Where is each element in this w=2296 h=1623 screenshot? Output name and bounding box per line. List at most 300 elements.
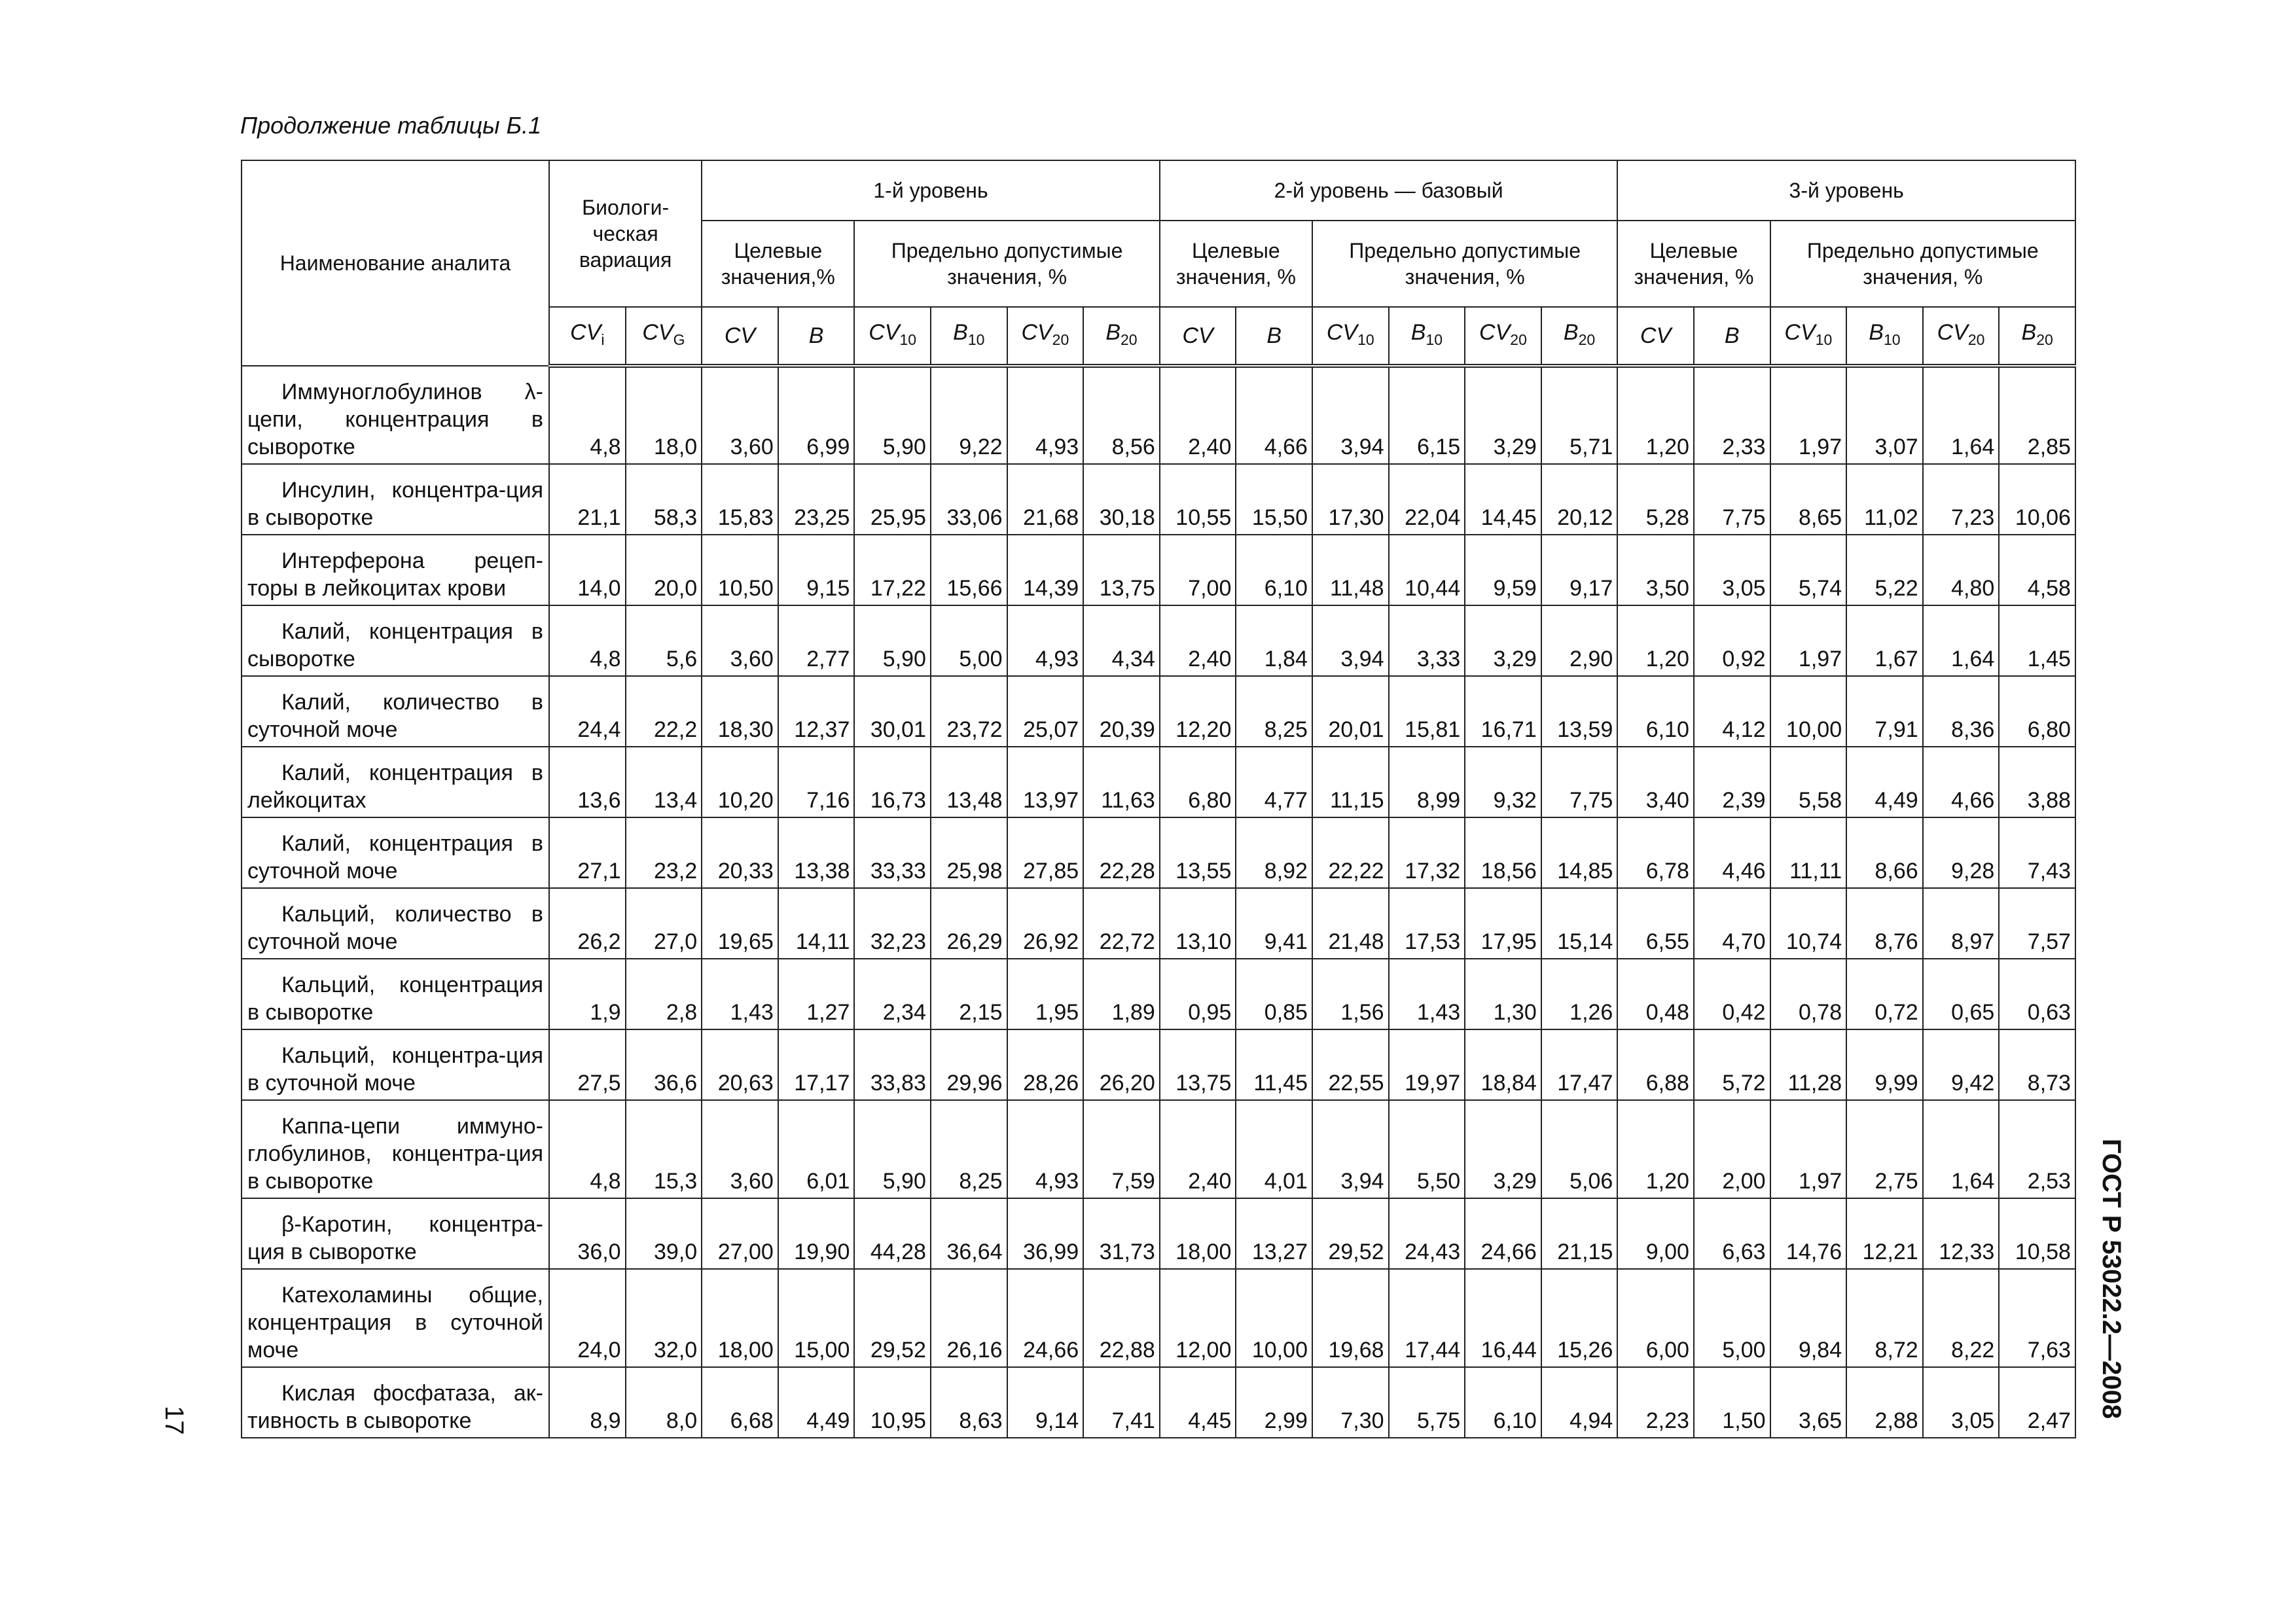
- value-cell: 2,47: [1999, 1367, 2075, 1438]
- table-row: [242, 1269, 2075, 1367]
- value-cell: 9,99: [1846, 1029, 1923, 1100]
- symbol-text: CV: [1479, 319, 1511, 345]
- value-cell: 26,29: [931, 888, 1007, 959]
- symbol-text: CV: [570, 319, 601, 345]
- value-cell: 4,66: [1236, 366, 1312, 464]
- symbol-subscript: 20: [1121, 330, 1138, 348]
- symbol-text: CV: [642, 319, 673, 345]
- value-cell: 11,48: [1312, 535, 1389, 605]
- value-cell: 11,45: [1236, 1029, 1312, 1100]
- symbol-subscript: 20: [1578, 330, 1596, 348]
- value-cell: 19,68: [1312, 1269, 1389, 1367]
- value-cell: 24,43: [1389, 1198, 1465, 1269]
- value-cell: 2,40: [1160, 605, 1236, 676]
- value-cell: 13,75: [1083, 535, 1160, 605]
- value-cell: 15,81: [1389, 676, 1465, 747]
- value-cell: 5,22: [1846, 535, 1923, 605]
- value-cell: 12,37: [778, 676, 855, 747]
- value-cell: 15,50: [1236, 464, 1312, 535]
- value-cell: 5,75: [1389, 1367, 1465, 1438]
- value-cell: 5,58: [1770, 747, 1847, 817]
- value-cell: 12,20: [1160, 676, 1236, 747]
- symbol-subscript: 10: [967, 330, 985, 348]
- header-cv10-level-3: [1770, 307, 1847, 366]
- value-cell: 39,0: [626, 1198, 702, 1269]
- value-cell: 5,90: [854, 605, 931, 676]
- value-cell: 13,6: [549, 747, 626, 817]
- header-b20-level-1: [1083, 307, 1160, 366]
- value-cell: 30,18: [1083, 464, 1160, 535]
- value-cell: 3,29: [1465, 366, 1541, 464]
- value-cell: 1,56: [1312, 959, 1389, 1029]
- value-cell: 22,28: [1083, 817, 1160, 888]
- header-max-allowable-1: Предельно допустимые значения, %: [854, 221, 1159, 307]
- analyte-name: Кальций, концентрация в сыворотке: [242, 959, 549, 1029]
- value-cell: 12,00: [1160, 1269, 1236, 1367]
- table-row: [242, 366, 2075, 464]
- value-cell: 11,11: [1770, 817, 1847, 888]
- value-cell: 5,74: [1770, 535, 1847, 605]
- value-cell: 8,73: [1999, 1029, 2075, 1100]
- symbol-text: CV: [724, 323, 756, 348]
- value-cell: 5,00: [931, 605, 1007, 676]
- value-cell: 6,68: [702, 1367, 778, 1438]
- value-cell: 10,74: [1770, 888, 1847, 959]
- value-cell: 1,43: [702, 959, 778, 1029]
- symbol-text: B: [1105, 319, 1121, 345]
- header-max-allowable-3: Предельно допустимые значения, %: [1770, 221, 2075, 307]
- value-cell: 30,01: [854, 676, 931, 747]
- value-cell: 10,20: [702, 747, 778, 817]
- header-cv-level-2: [1160, 307, 1236, 366]
- value-cell: 1,64: [1923, 605, 2000, 676]
- value-cell: 13,38: [778, 817, 855, 888]
- value-cell: 23,72: [931, 676, 1007, 747]
- value-cell: 13,59: [1541, 676, 1618, 747]
- table-row: [242, 464, 2075, 535]
- value-cell: 4,49: [778, 1367, 855, 1438]
- value-cell: 6,78: [1617, 817, 1694, 888]
- value-cell: 1,84: [1236, 605, 1312, 676]
- symbol-text: B: [2021, 319, 2037, 345]
- value-cell: 1,50: [1694, 1367, 1770, 1438]
- value-cell: 22,2: [626, 676, 702, 747]
- symbol-text: CV: [1937, 319, 1968, 345]
- value-cell: 15,14: [1541, 888, 1618, 959]
- value-cell: 15,3: [626, 1100, 702, 1198]
- header-target-values-3: Целевые значения, %: [1617, 221, 1770, 307]
- symbol-text: B: [1869, 319, 1884, 345]
- value-cell: 15,66: [931, 535, 1007, 605]
- value-cell: 13,75: [1160, 1029, 1236, 1100]
- value-cell: 18,56: [1465, 817, 1541, 888]
- value-cell: 21,48: [1312, 888, 1389, 959]
- value-cell: 9,14: [1007, 1367, 1084, 1438]
- value-cell: 4,94: [1541, 1367, 1618, 1438]
- analyte-name: Кальций, концентра-ция в суточной моче: [242, 1029, 549, 1100]
- value-cell: 8,63: [931, 1367, 1007, 1438]
- value-cell: 3,60: [702, 1100, 778, 1198]
- value-cell: 1,30: [1465, 959, 1541, 1029]
- table-row: [242, 817, 2075, 888]
- value-cell: 17,95: [1465, 888, 1541, 959]
- analyte-name: Калий, концентрация в лейкоцитах: [242, 747, 549, 817]
- value-cell: 29,52: [1312, 1198, 1389, 1269]
- table-row: [242, 1198, 2075, 1269]
- header-max-allowable-2: Предельно допустимые значения, %: [1312, 221, 1617, 307]
- value-cell: 2,40: [1160, 366, 1236, 464]
- value-cell: 1,45: [1999, 605, 2075, 676]
- value-cell: 7,91: [1846, 676, 1923, 747]
- value-cell: 3,94: [1312, 366, 1389, 464]
- value-cell: 5,50: [1389, 1100, 1465, 1198]
- table-row: [242, 605, 2075, 676]
- symbol-subscript: G: [673, 330, 685, 348]
- value-cell: 4,93: [1007, 366, 1084, 464]
- document-code: ГОСТ Р 53022.2—2008: [2097, 1139, 2126, 1419]
- value-cell: 8,99: [1389, 747, 1465, 817]
- value-cell: 20,39: [1083, 676, 1160, 747]
- value-cell: 9,42: [1923, 1029, 2000, 1100]
- value-cell: 4,93: [1007, 1100, 1084, 1198]
- value-cell: 5,28: [1617, 464, 1694, 535]
- value-cell: 8,92: [1236, 817, 1312, 888]
- symbol-subscript: 10: [1883, 330, 1901, 348]
- value-cell: 8,56: [1083, 366, 1160, 464]
- value-cell: 7,75: [1694, 464, 1770, 535]
- value-cell: 4,93: [1007, 605, 1084, 676]
- value-cell: 1,67: [1846, 605, 1923, 676]
- value-cell: 3,65: [1770, 1367, 1847, 1438]
- value-cell: 27,5: [549, 1029, 626, 1100]
- value-cell: 3,94: [1312, 1100, 1389, 1198]
- symbol-text: B: [1563, 319, 1579, 345]
- value-cell: 20,01: [1312, 676, 1389, 747]
- value-cell: 2,8: [626, 959, 702, 1029]
- value-cell: 9,00: [1617, 1198, 1694, 1269]
- value-cell: 14,0: [549, 535, 626, 605]
- value-cell: 9,15: [778, 535, 855, 605]
- value-cell: 21,68: [1007, 464, 1084, 535]
- value-cell: 1,26: [1541, 959, 1618, 1029]
- value-cell: 3,94: [1312, 605, 1389, 676]
- value-cell: 29,52: [854, 1269, 931, 1367]
- value-cell: 15,26: [1541, 1269, 1618, 1367]
- analyte-name: β-Каротин, концентра-ция в сыворотке: [242, 1198, 549, 1269]
- header-cv10-level-2: [1312, 307, 1389, 366]
- value-cell: 8,76: [1846, 888, 1923, 959]
- value-cell: 27,85: [1007, 817, 1084, 888]
- value-cell: 44,28: [854, 1198, 931, 1269]
- value-cell: 2,88: [1846, 1367, 1923, 1438]
- table-row: [242, 1367, 2075, 1438]
- value-cell: 22,04: [1389, 464, 1465, 535]
- value-cell: 8,36: [1923, 676, 2000, 747]
- value-cell: 25,07: [1007, 676, 1084, 747]
- value-cell: 36,99: [1007, 1198, 1084, 1269]
- value-cell: 13,27: [1236, 1198, 1312, 1269]
- value-cell: 10,55: [1160, 464, 1236, 535]
- header-cv20-level-1: [1007, 307, 1084, 366]
- value-cell: 2,23: [1617, 1367, 1694, 1438]
- value-cell: 8,66: [1846, 817, 1923, 888]
- value-cell: 18,00: [702, 1269, 778, 1367]
- value-cell: 4,66: [1923, 747, 2000, 817]
- symbol-text: CV: [1021, 319, 1052, 345]
- value-cell: 0,48: [1617, 959, 1694, 1029]
- value-cell: 17,53: [1389, 888, 1465, 959]
- header-target-values-1: Целевые значения,%: [702, 221, 854, 307]
- value-cell: 20,63: [702, 1029, 778, 1100]
- value-cell: 5,6: [626, 605, 702, 676]
- value-cell: 6,01: [778, 1100, 855, 1198]
- header-cv10-level-1: [854, 307, 931, 366]
- value-cell: 36,64: [931, 1198, 1007, 1269]
- value-cell: 8,72: [1846, 1269, 1923, 1367]
- table-row: [242, 535, 2075, 605]
- value-cell: 2,40: [1160, 1100, 1236, 1198]
- value-cell: 22,22: [1312, 817, 1389, 888]
- value-cell: 5,00: [1694, 1269, 1770, 1367]
- symbol-subscript: 20: [2036, 330, 2053, 348]
- symbol-subscript: i: [601, 330, 605, 348]
- symbol-text: CV: [869, 319, 900, 345]
- value-cell: 22,55: [1312, 1029, 1389, 1100]
- value-cell: 13,10: [1160, 888, 1236, 959]
- header-b20-level-2: [1541, 307, 1618, 366]
- value-cell: 13,97: [1007, 747, 1084, 817]
- value-cell: 2,99: [1236, 1367, 1312, 1438]
- value-cell: 6,88: [1617, 1029, 1694, 1100]
- value-cell: 5,06: [1541, 1100, 1618, 1198]
- value-cell: 19,90: [778, 1198, 855, 1269]
- value-cell: 4,8: [549, 366, 626, 464]
- analyte-name: Калий, концентрация в суточной моче: [242, 817, 549, 888]
- value-cell: 1,20: [1617, 366, 1694, 464]
- value-cell: 26,20: [1083, 1029, 1160, 1100]
- header-cv20-level-3: [1923, 307, 2000, 366]
- value-cell: 10,00: [1770, 676, 1847, 747]
- analyte-name: Калий, количество в суточной моче: [242, 676, 549, 747]
- value-cell: 4,34: [1083, 605, 1160, 676]
- symbol-text: CV: [1784, 319, 1816, 345]
- value-cell: 25,98: [931, 817, 1007, 888]
- value-cell: 6,99: [778, 366, 855, 464]
- value-cell: 3,05: [1694, 535, 1770, 605]
- value-cell: 18,00: [1160, 1198, 1236, 1269]
- value-cell: 2,15: [931, 959, 1007, 1029]
- reference-values-table: [241, 160, 2076, 1438]
- value-cell: 4,45: [1160, 1367, 1236, 1438]
- value-cell: 25,95: [854, 464, 931, 535]
- value-cell: 10,58: [1999, 1198, 2075, 1269]
- value-cell: 10,06: [1999, 464, 2075, 535]
- value-cell: 2,34: [854, 959, 931, 1029]
- value-cell: 7,75: [1541, 747, 1618, 817]
- header-b20-level-3: [1999, 307, 2075, 366]
- value-cell: 13,4: [626, 747, 702, 817]
- value-cell: 7,23: [1923, 464, 2000, 535]
- value-cell: 7,30: [1312, 1367, 1389, 1438]
- header-cv-level-1: [702, 307, 778, 366]
- value-cell: 6,80: [1160, 747, 1236, 817]
- value-cell: 8,65: [1770, 464, 1847, 535]
- header-analyte-name: Наименование аналита: [242, 160, 549, 366]
- value-cell: 58,3: [626, 464, 702, 535]
- symbol-subscript: 10: [1426, 330, 1443, 348]
- symbol-text: CV: [1182, 323, 1213, 348]
- value-cell: 2,90: [1541, 605, 1618, 676]
- table-row: [242, 676, 2075, 747]
- value-cell: 7,43: [1999, 817, 2075, 888]
- value-cell: 17,22: [854, 535, 931, 605]
- value-cell: 17,32: [1389, 817, 1465, 888]
- value-cell: 0,85: [1236, 959, 1312, 1029]
- value-cell: 6,55: [1617, 888, 1694, 959]
- value-cell: 4,12: [1694, 676, 1770, 747]
- table-header: [242, 160, 2075, 366]
- value-cell: 3,50: [1617, 535, 1694, 605]
- value-cell: 3,05: [1923, 1367, 2000, 1438]
- value-cell: 7,00: [1160, 535, 1236, 605]
- value-cell: 7,63: [1999, 1269, 2075, 1367]
- symbol-subscript: 10: [899, 330, 917, 348]
- value-cell: 16,44: [1465, 1269, 1541, 1367]
- symbol-text: CV: [1326, 319, 1358, 345]
- value-cell: 32,0: [626, 1269, 702, 1367]
- value-cell: 14,11: [778, 888, 855, 959]
- header-level-3: 3-й уровень: [1617, 160, 2075, 221]
- header-b-level-3: [1694, 307, 1770, 366]
- header-level-2: 2-й уровень — базовый: [1160, 160, 1618, 221]
- value-cell: 1,20: [1617, 1100, 1694, 1198]
- value-cell: 7,16: [778, 747, 855, 817]
- value-cell: 26,16: [931, 1269, 1007, 1367]
- value-cell: 6,63: [1694, 1198, 1770, 1269]
- header-target-values-2: Целевые значения, %: [1160, 221, 1312, 307]
- value-cell: 12,21: [1846, 1198, 1923, 1269]
- symbol-text: B: [1410, 319, 1426, 345]
- value-cell: 5,90: [854, 1100, 931, 1198]
- table-body: [242, 366, 2075, 1438]
- value-cell: 6,10: [1465, 1367, 1541, 1438]
- value-cell: 7,41: [1083, 1367, 1160, 1438]
- table-row: [242, 1100, 2075, 1198]
- analyte-name: Катехоламины общие, концентрация в суточной моче: [242, 1269, 549, 1367]
- value-cell: 5,90: [854, 366, 931, 464]
- value-cell: 10,50: [702, 535, 778, 605]
- symbol-subscript: 20: [1052, 330, 1069, 348]
- header-b10-level-2: [1389, 307, 1465, 366]
- value-cell: 13,55: [1160, 817, 1236, 888]
- symbol-subscript: 10: [1357, 330, 1374, 348]
- value-cell: 12,33: [1923, 1198, 2000, 1269]
- value-cell: 9,41: [1236, 888, 1312, 959]
- symbol-text: B: [1266, 323, 1282, 348]
- analyte-name: Инсулин, концентра-ция в сыворотке: [242, 464, 549, 535]
- value-cell: 21,1: [549, 464, 626, 535]
- header-level-1: 1-й уровень: [702, 160, 1160, 221]
- value-cell: 1,89: [1083, 959, 1160, 1029]
- value-cell: 3,60: [702, 366, 778, 464]
- value-cell: 9,84: [1770, 1269, 1847, 1367]
- analyte-name: Каппа-цепи иммуно-глобулинов, концентра-ция в сыворотке: [242, 1100, 549, 1198]
- table-row: [242, 747, 2075, 817]
- value-cell: 16,73: [854, 747, 931, 817]
- value-cell: 14,76: [1770, 1198, 1847, 1269]
- value-cell: 9,22: [931, 366, 1007, 464]
- value-cell: 5,71: [1541, 366, 1618, 464]
- value-cell: 4,58: [1999, 535, 2075, 605]
- value-cell: 11,15: [1312, 747, 1389, 817]
- symbol-text: B: [953, 319, 968, 345]
- value-cell: 6,15: [1389, 366, 1465, 464]
- value-cell: 10,00: [1236, 1269, 1312, 1367]
- value-cell: 31,73: [1083, 1198, 1160, 1269]
- value-cell: 2,39: [1694, 747, 1770, 817]
- value-cell: 4,49: [1846, 747, 1923, 817]
- table-row: [242, 888, 2075, 959]
- value-cell: 1,9: [549, 959, 626, 1029]
- value-cell: 8,0: [626, 1367, 702, 1438]
- value-cell: 20,0: [626, 535, 702, 605]
- value-cell: 0,78: [1770, 959, 1847, 1029]
- header-bio-variation: Биологи-ческая вариация: [549, 160, 702, 307]
- analyte-name: Интерферона рецеп-торы в лейкоцитах крови: [242, 535, 549, 605]
- symbol-subscript: 20: [1510, 330, 1527, 348]
- value-cell: 7,59: [1083, 1100, 1160, 1198]
- value-cell: 9,59: [1465, 535, 1541, 605]
- value-cell: 24,0: [549, 1269, 626, 1367]
- value-cell: 10,95: [854, 1367, 931, 1438]
- value-cell: 11,02: [1846, 464, 1923, 535]
- value-cell: 2,33: [1694, 366, 1770, 464]
- value-cell: 1,20: [1617, 605, 1694, 676]
- value-cell: 32,23: [854, 888, 931, 959]
- header-b10-level-1: [931, 307, 1007, 366]
- value-cell: 17,47: [1541, 1029, 1618, 1100]
- value-cell: 13,48: [931, 747, 1007, 817]
- value-cell: 26,92: [1007, 888, 1084, 959]
- value-cell: 4,8: [549, 605, 626, 676]
- value-cell: 21,15: [1541, 1198, 1618, 1269]
- value-cell: 3,88: [1999, 747, 2075, 817]
- value-cell: 1,64: [1923, 366, 2000, 464]
- value-cell: 20,33: [702, 817, 778, 888]
- value-cell: 3,40: [1617, 747, 1694, 817]
- header-cv20-level-2: [1465, 307, 1541, 366]
- value-cell: 1,64: [1923, 1100, 2000, 1198]
- value-cell: 22,88: [1083, 1269, 1160, 1367]
- value-cell: 17,30: [1312, 464, 1389, 535]
- header-cv-level-3: [1617, 307, 1694, 366]
- value-cell: 36,6: [626, 1029, 702, 1100]
- value-cell: 3,29: [1465, 605, 1541, 676]
- value-cell: 36,0: [549, 1198, 626, 1269]
- value-cell: 3,60: [702, 605, 778, 676]
- value-cell: 1,97: [1770, 605, 1847, 676]
- value-cell: 17,17: [778, 1029, 855, 1100]
- value-cell: 10,44: [1389, 535, 1465, 605]
- value-cell: 27,1: [549, 817, 626, 888]
- analyte-name: Кальций, количество в суточной моче: [242, 888, 549, 959]
- value-cell: 0,42: [1694, 959, 1770, 1029]
- header-b-level-1: [778, 307, 855, 366]
- header-b10-level-3: [1846, 307, 1923, 366]
- value-cell: 19,97: [1389, 1029, 1465, 1100]
- value-cell: 6,10: [1617, 676, 1694, 747]
- value-cell: 33,33: [854, 817, 931, 888]
